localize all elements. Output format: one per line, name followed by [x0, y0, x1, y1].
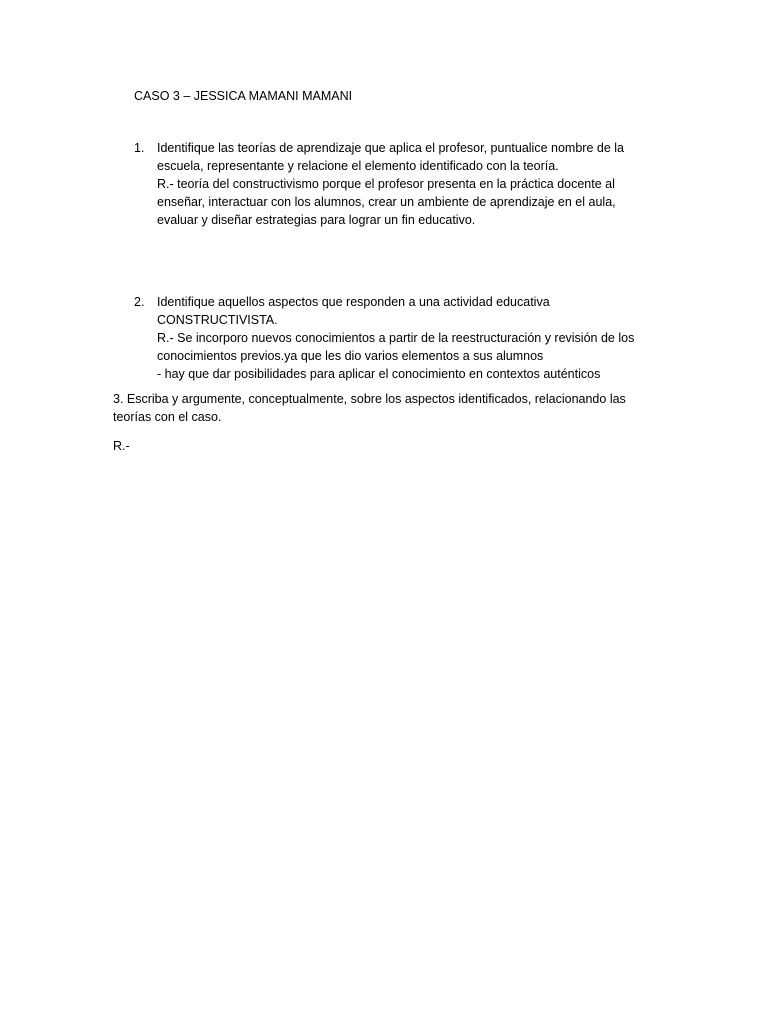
question-text-line: teorías con el caso. [113, 410, 222, 424]
question-text-line: 3. Escriba y argumente, conceptualmente, sobre los aspectos identificados, relacionando las [113, 392, 626, 406]
question-3 [113, 390, 653, 426]
answer-text-line: conocimientos previos.ya que les dio varios elementos a sus alumnos [157, 349, 544, 363]
question-text-line: CONSTRUCTIVISTA. [157, 313, 278, 327]
answer-text-line: R.- Se incorporo nuevos conocimientos a partir de la reestructuración y revisión de los [157, 331, 635, 345]
question-number: 2. [134, 295, 145, 309]
question-body [157, 139, 657, 229]
question-text-line: Identifique las teorías de aprendizaje que aplica el profesor, puntualice nombre de la [157, 141, 624, 155]
answer-text-line: enseñar, interactuar con los alumnos, crear un ambiente de aprendizaje en el aula, [157, 195, 616, 209]
question-body [157, 293, 657, 383]
question-3-answer: R.- [113, 439, 130, 453]
document-title: CASO 3 – JESSICA MAMANI MAMANI [134, 89, 353, 103]
question-text-line: Identifique aquellos aspectos que responden a una actividad educativa [157, 295, 550, 309]
answer-text-line: - hay que dar posibilidades para aplicar el conocimiento en contextos auténticos [157, 367, 601, 381]
question-text-line: escuela, representante y relacione el elemento identificado con la teoría. [157, 159, 559, 173]
question-number: 1. [134, 141, 145, 155]
answer-text-line: R.- teoría del constructivismo porque el profesor presenta en la práctica docente al [157, 177, 615, 191]
answer-text-line: evaluar y diseñar estrategias para lograr un fin educativo. [157, 213, 476, 227]
